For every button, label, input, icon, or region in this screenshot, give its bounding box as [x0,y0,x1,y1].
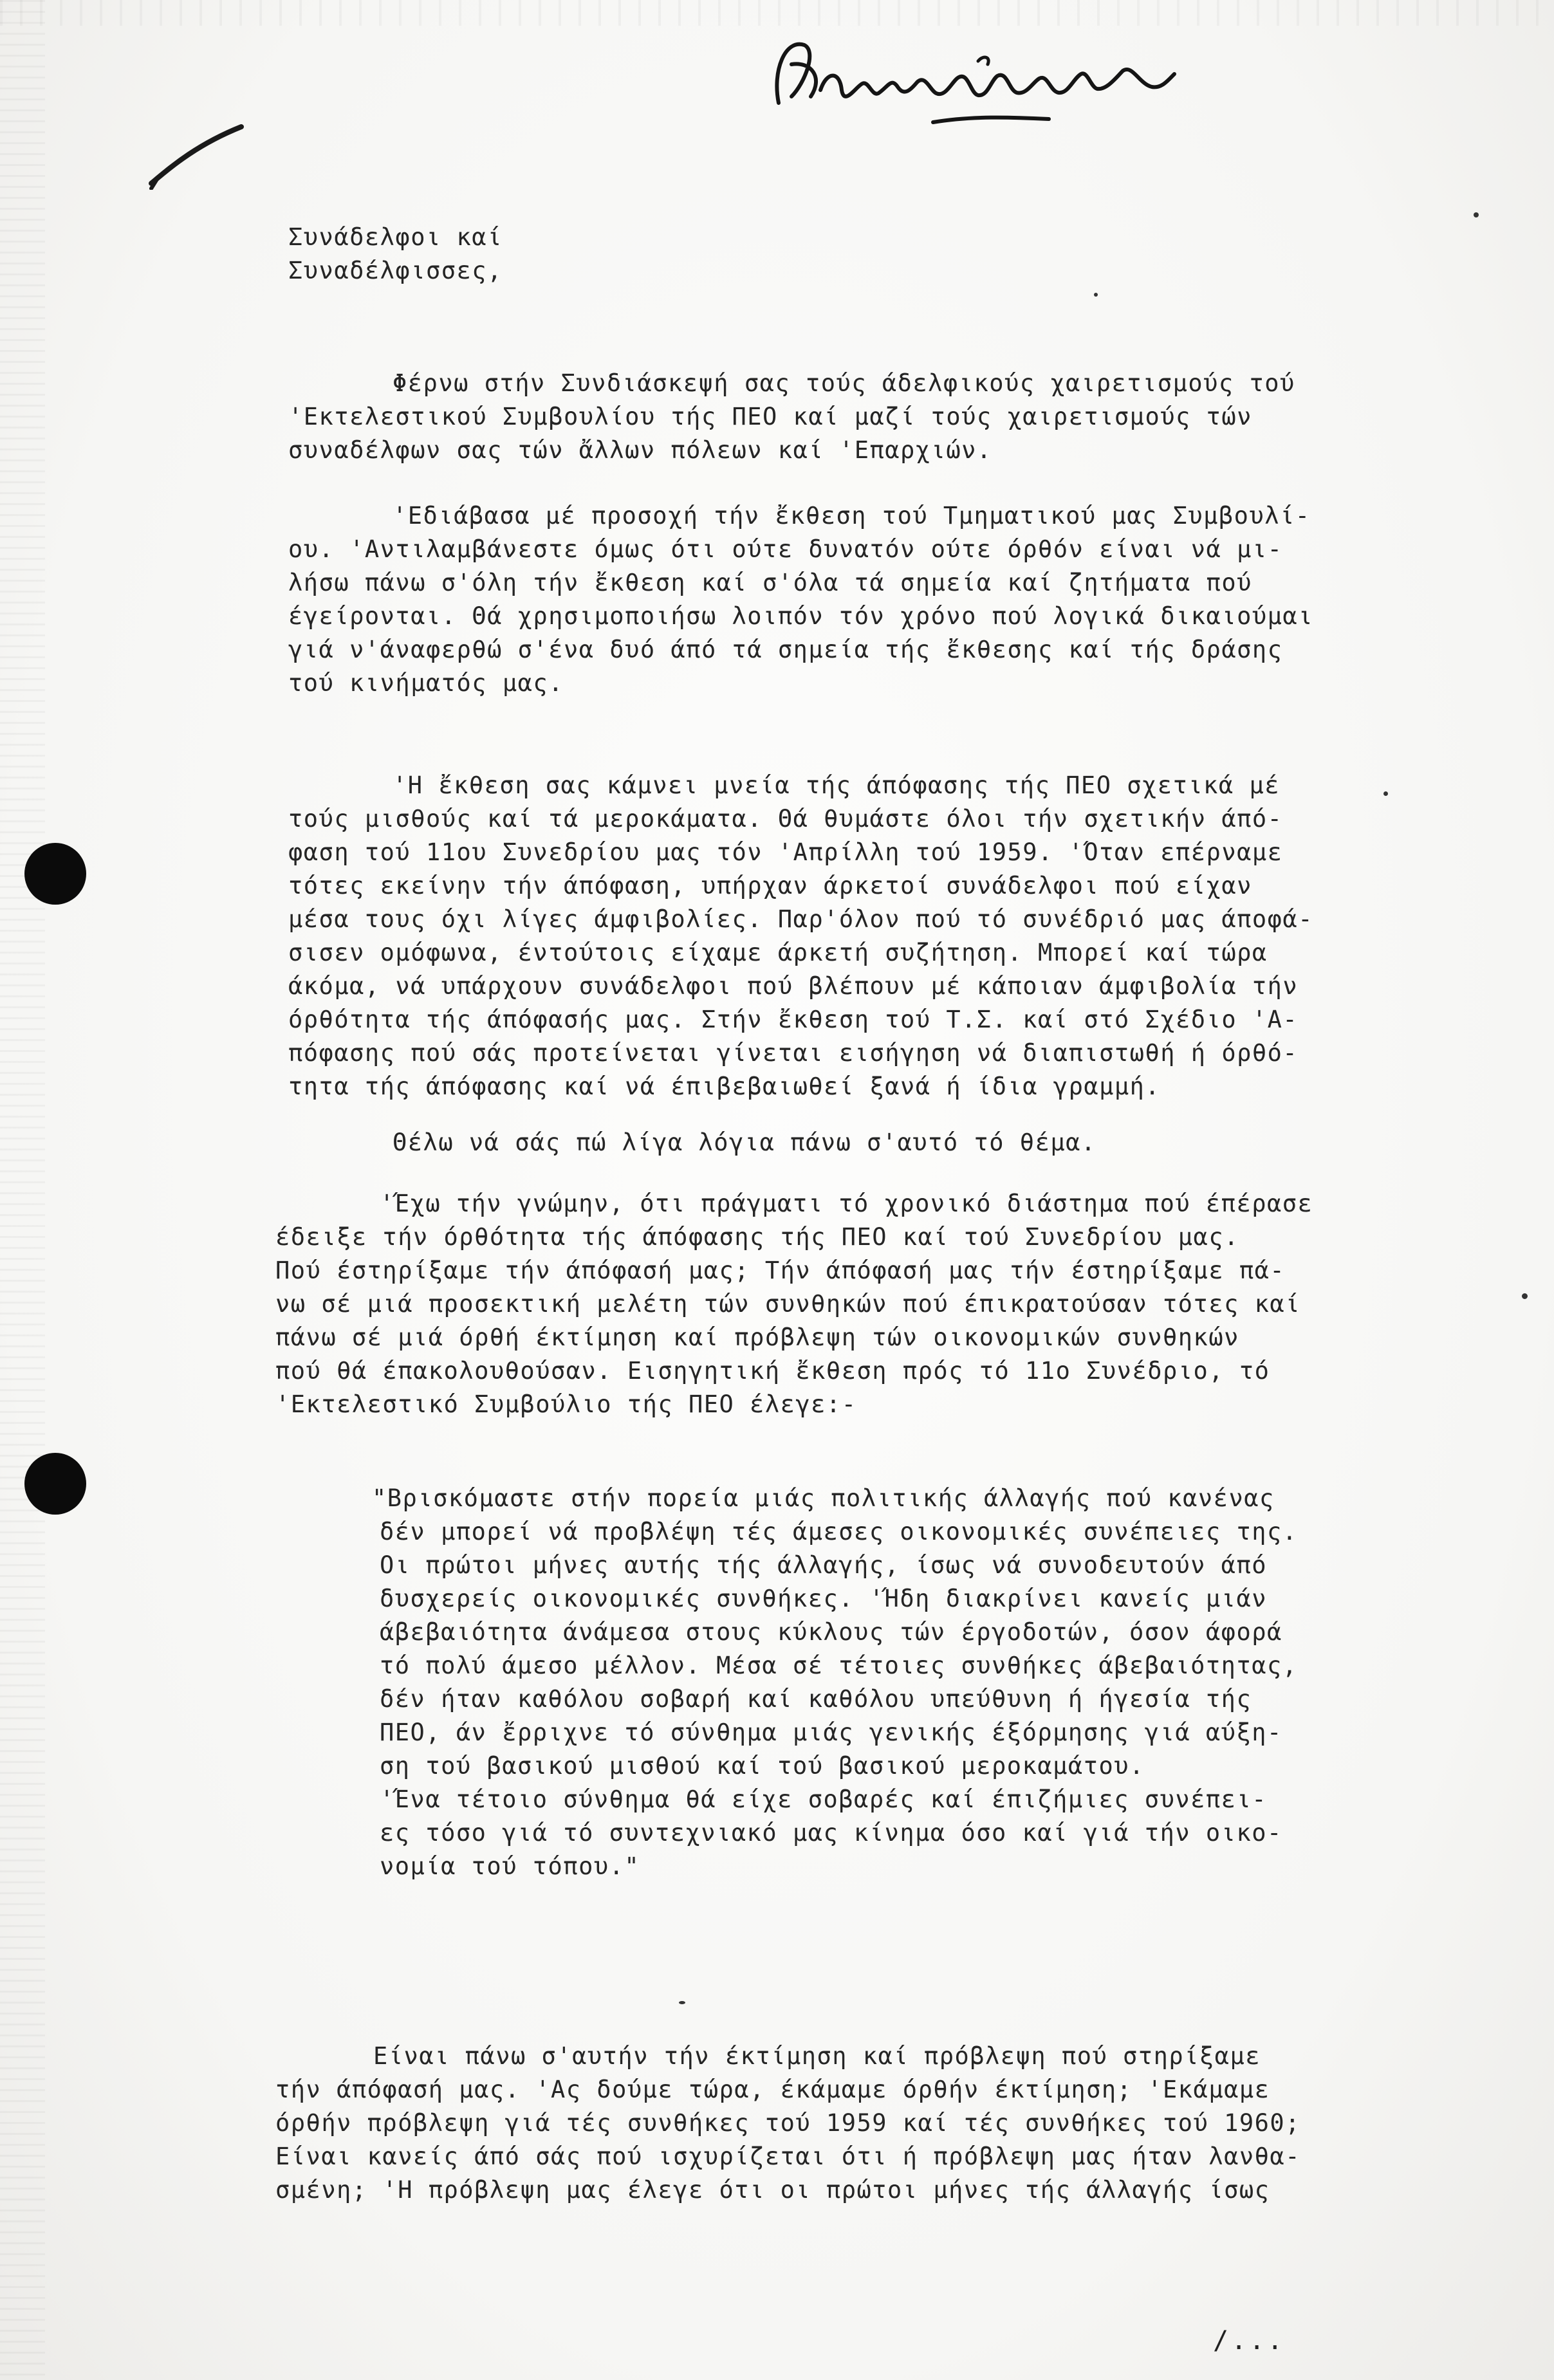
quote-line: "Βρισκόμαστε στήν πορεία μιάς πολιτικής άλλαγής πού κανένας [372,1484,1275,1512]
punch-hole-lower [24,1453,86,1515]
paragraph-4-line: Θέλω νά σάς πώ λίγα λόγια πάνω σ'αυτό τό θέμα. [393,1129,1096,1156]
scan-speck [679,2001,685,2004]
paragraph-3-line: τότες εκείνην τήν άπόφαση, υπήρχαν άρκετοί συνάδελφοι πού είχαν [288,872,1252,899]
paragraph-2-line: 'Εδιάβασα μέ προσοχή τήν ἔκθεση τού Τμηματικού μας Συμβουλί- [393,502,1311,530]
closing-line: Είναι κανείς άπό σάς πού ισχυρίζεται ότι ή πρόβλεψη μας ήταν λανθα- [275,2143,1300,2170]
paragraph-3-line: όρθότητα τής άπόφασής μας. Στήν ἔκθεση τού Τ.Σ. καί στό Σχέδιο 'Α- [288,1006,1299,1033]
paragraph-5-line: έδειξε τήν όρθότητα τής άπόφασης τής ΠΕΟ καί τού Συνεδρίου μας. [275,1223,1239,1251]
handwritten-mark [145,119,248,190]
paragraph-2-line: λήσω πάνω σ'όλη τήν ἔκθεση καί σ'όλα τά σημεία καί ζητήματα πού [288,569,1252,596]
paragraph-3-line: άκόμα, νά υπάρχουν συνάδελφοι πού βλέπουν μέ κάποιαν άμφιβολία τήν [288,972,1299,1000]
quote-line: δέν μπορεί νά προβλέψη τές άμεσες οικονομικές συνέπειες της. [380,1518,1298,1545]
paragraph-3-line: φαση τού 11ου Συνεδρίου μας τόν 'Απρίλλη τού 1959. 'Όταν επέρναμε [288,838,1283,866]
handwritten-signature [766,26,1178,135]
paragraph-1-line: συναδέλφων σας τών ἄλλων πόλεων καί 'Επαρχιών. [288,436,992,464]
paragraph-3-line: 'Η ἔκθεση σας κάμνει μνεία τής άπόφασης τής ΠΕΟ σχετικά μέ [393,771,1281,799]
paragraph-2-line: γιά ν'άναφερθώ σ'ένα δυό άπό τά σημεία τής ἔκθεσης καί τής δράσης [288,636,1283,663]
continuation-mark: /... [1213,2326,1286,2356]
paragraph-3-line: τητα τής άπόφασης καί νά έπιβεβαιωθεί ξανά ή ίδια γραμμή. [288,1073,1161,1100]
closing-line: σμένη; 'Η πρόβλεψη μας έλεγε ότι οι πρώτοι μήνες τής άλλαγής ίσως [275,2176,1270,2204]
paragraph-5-line: 'Εκτελεστικό Συμβούλιο τής ΠΕΟ έλεγε:- [275,1390,857,1418]
quote-line: δέν ήταν καθόλου σοβαρή καί καθόλου υπεύθυνη ή ήγεσία τής [380,1685,1252,1713]
scan-edge-noise [0,0,45,2380]
paragraph-2-line: έγείρονται. Θά χρησιμοποιήσω λοιπόν τόν χρόνο πού λογικά δικαιούμαι [288,602,1313,630]
quote-line: δυσχερείς οικονομικές συνθήκες. 'Ήδη διακρίνει κανείς μιάν [380,1585,1268,1612]
paragraph-2-line: ου. 'Αντιλαμβάνεστε όμως ότι ούτε δυνατόν ούτε όρθόν είναι νά μι- [288,535,1283,563]
closing-line: Είναι πάνω σ'αυτήν τήν έκτίμηση καί πρόβλεψη πού στηρίξαμε [373,2042,1261,2070]
quote-line: ες τόσο γιά τό συντεχνιακό μας κίνημα όσο καί γιά τήν οικο- [380,1819,1282,1847]
paragraph-5-line: νω σέ μιά προσεκτική μελέτη τών συνθηκών πού έπικρατούσαν τότες καί [275,1290,1300,1318]
salutation-line-1: Συνάδελφοι καί [288,223,503,251]
quote-line: Οι πρώτοι μήνες αυτής τής άλλαγής, ίσως νά συνοδευτούν άπό [380,1551,1268,1579]
paragraph-5-line: πού θά έπακολουθούσαν. Εισηγητική ἔκθεση πρός τό 11ο Συνέδριο, τό [275,1357,1270,1385]
scan-speck [1094,293,1098,297]
paragraph-5-line: Πού έστηρίξαμε τήν άπόφασή μας; Τήν άπόφασή μας τήν έστηρίξαμε πά- [275,1257,1286,1284]
quote-line: 'Ένα τέτοιο σύνθημα θά είχε σοβαρές καί έπιζήμιες συνέπει- [380,1785,1268,1813]
salutation-line-2: Συναδέλφισσες, [288,257,503,284]
closing-line: όρθήν πρόβλεψη γιά τές συνθήκες τού 1959 καί τές συνθήκες τού 1960; [275,2109,1300,2137]
paragraph-3-line: τούς μισθούς καί τά μεροκάματα. Θά θυμάστε όλοι τήν σχετικήν άπό- [288,805,1283,833]
paragraph-3-line: πόφασης πού σάς προτείνεται γίνεται εισήγηση νά διαπιστωθή ή όρθό- [288,1039,1299,1067]
quote-line: ΠΕΟ, άν ἔρριχνε τό σύνθημα μιάς γενικής έξόρμησης γιά αύξη- [380,1719,1282,1746]
paragraph-1-line: Φέρνω στήν Συνδιάσκεψή σας τούς άδελφικούς χαιρετισμούς τού [393,369,1295,397]
quote-line: άβεβαιότητα άνάμεσα στους κύκλους τών έργοδοτών, όσον άφορά [380,1618,1282,1646]
paragraph-1-line: 'Εκτελεστικού Συμβουλίου τής ΠΕΟ καί μαζί τούς χαιρετισμούς τών [288,403,1252,430]
quote-line: ση τού βασικού μισθού καί τού βασικού μεροκαμάτου. [380,1752,1145,1780]
closing-line: τήν άπόφασή μας. 'Ας δούμε τώρα, έκάμαμε όρθήν έκτίμηση; 'Εκάμαμε [275,2076,1270,2103]
paragraph-3-line: μέσα τους όχι λίγες άμφιβολίες. Παρ'όλον πού τό συνέδριό μας άποφά- [288,905,1313,933]
quote-line: τό πολύ άμεσο μέλλον. Μέσα σέ τέτοιες συνθήκες άβεβαιότητας, [380,1652,1298,1679]
paragraph-5-line: 'Έχω τήν γνώμην, ότι πράγματι τό χρονικό διάστημα πού έπέρασε [380,1190,1313,1217]
punch-hole-upper [24,843,86,905]
paragraph-5-line: πάνω σέ μιά όρθή έκτίμηση καί πρόβλεψη τών οικονομικών συνθηκών [275,1324,1239,1351]
scan-top-noise [0,0,1554,26]
quote-line: νομία τού τόπου." [380,1852,640,1880]
scan-speck [1522,1293,1528,1299]
paragraph-3-line: σισεν ομόφωνα, έντούτοις είχαμε άρκετή συζήτηση. Μπορεί καί τώρα [288,939,1268,966]
scan-speck [1383,791,1388,796]
scan-speck [1474,212,1479,217]
paragraph-2-line: τού κινήματός μας. [288,669,564,697]
